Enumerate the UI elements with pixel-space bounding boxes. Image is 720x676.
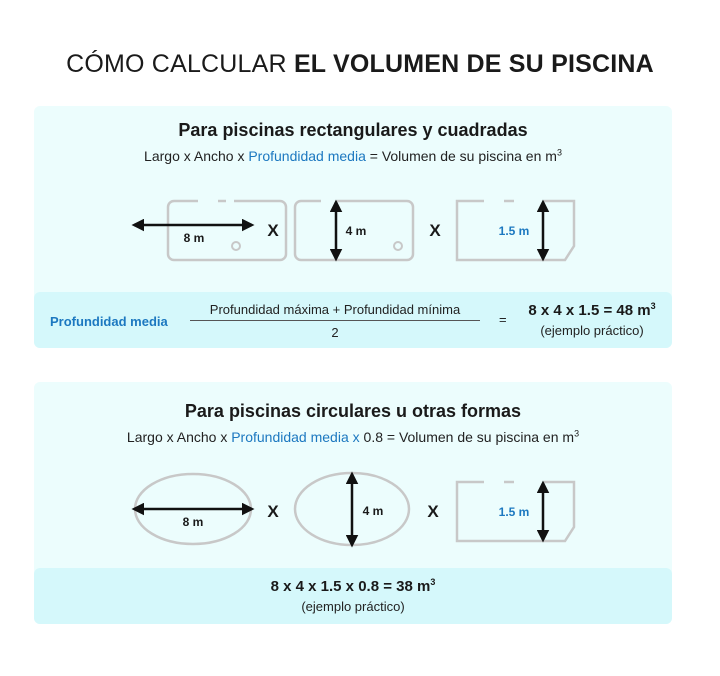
circ-formula-part1: Largo x Ancho x <box>126 429 232 445</box>
rect-formula-sup: 3 <box>556 147 562 158</box>
width-pool-shape <box>295 201 413 260</box>
circ-result-sup: 3 <box>430 577 436 587</box>
depth-profile-shape-circ <box>457 482 574 541</box>
depth-label: 1.5 m <box>498 224 530 238</box>
depth-label-circ: 1.5 m <box>498 505 530 519</box>
rect-shapes-illustration <box>34 106 672 292</box>
rect-formula-part1: Largo x Ancho x <box>144 148 249 164</box>
circ-result-note: (ejemplo práctico) <box>301 599 405 614</box>
rect-result-expr: 8 x 4 x 1.5 = 48 m <box>528 302 651 319</box>
average-depth-band <box>34 292 672 348</box>
width-label-circ: 4 m <box>362 504 384 518</box>
circ-result-expr: 8 x 4 x 1.5 x 0.8 = 38 m <box>270 578 431 595</box>
average-depth-label: Profundidad media <box>50 314 168 329</box>
times-sign-1: X <box>267 221 279 240</box>
times-sign-2: X <box>429 221 441 240</box>
title-bold: EL VOLUMEN DE SU PISCINA <box>293 50 654 78</box>
fraction-numerator: Profundidad máxima + Profundidad mínima <box>209 302 461 317</box>
rect-result-note: (ejemplo práctico) <box>540 323 644 338</box>
rectangular-pool-card <box>34 106 672 348</box>
equals-sign: = <box>499 312 507 327</box>
circular-pool-card <box>34 382 672 624</box>
rect-result-sup: 3 <box>650 301 656 311</box>
width-ellipse-shape <box>295 473 409 545</box>
rect-formula-part2: = Volumen de su piscina en m <box>365 148 557 164</box>
times-sign-4: X <box>427 502 439 521</box>
circ-heading: Para piscinas circulares u otras formas <box>184 401 522 421</box>
width-label: 4 m <box>345 224 367 238</box>
circ-formula-sup: 3 <box>574 428 580 439</box>
page-title <box>0 50 720 79</box>
rect-result <box>524 302 660 319</box>
length-label-circ: 8 m <box>182 515 204 529</box>
circ-result-band <box>34 568 672 624</box>
length-label: 8 m <box>183 231 205 245</box>
circ-shapes-illustration <box>34 382 672 568</box>
circ-formula-part2: 0.8 = Volumen de su piscina en m <box>359 429 575 445</box>
length-pool-shape <box>134 201 286 260</box>
times-sign-3: X <box>267 502 279 521</box>
circ-result <box>34 578 672 595</box>
rect-heading: Para piscinas rectangulares y cuadradas <box>178 120 528 140</box>
title-light: CÓMO CALCULAR <box>66 50 294 78</box>
depth-profile-shape <box>457 201 574 260</box>
fraction-denominator: 2 <box>331 325 339 340</box>
length-ellipse-shape <box>134 474 252 544</box>
fraction-line <box>190 320 480 321</box>
circ-formula-highlight: Profundidad media x <box>231 429 360 445</box>
rect-formula-highlight: Profundidad media <box>248 148 366 164</box>
